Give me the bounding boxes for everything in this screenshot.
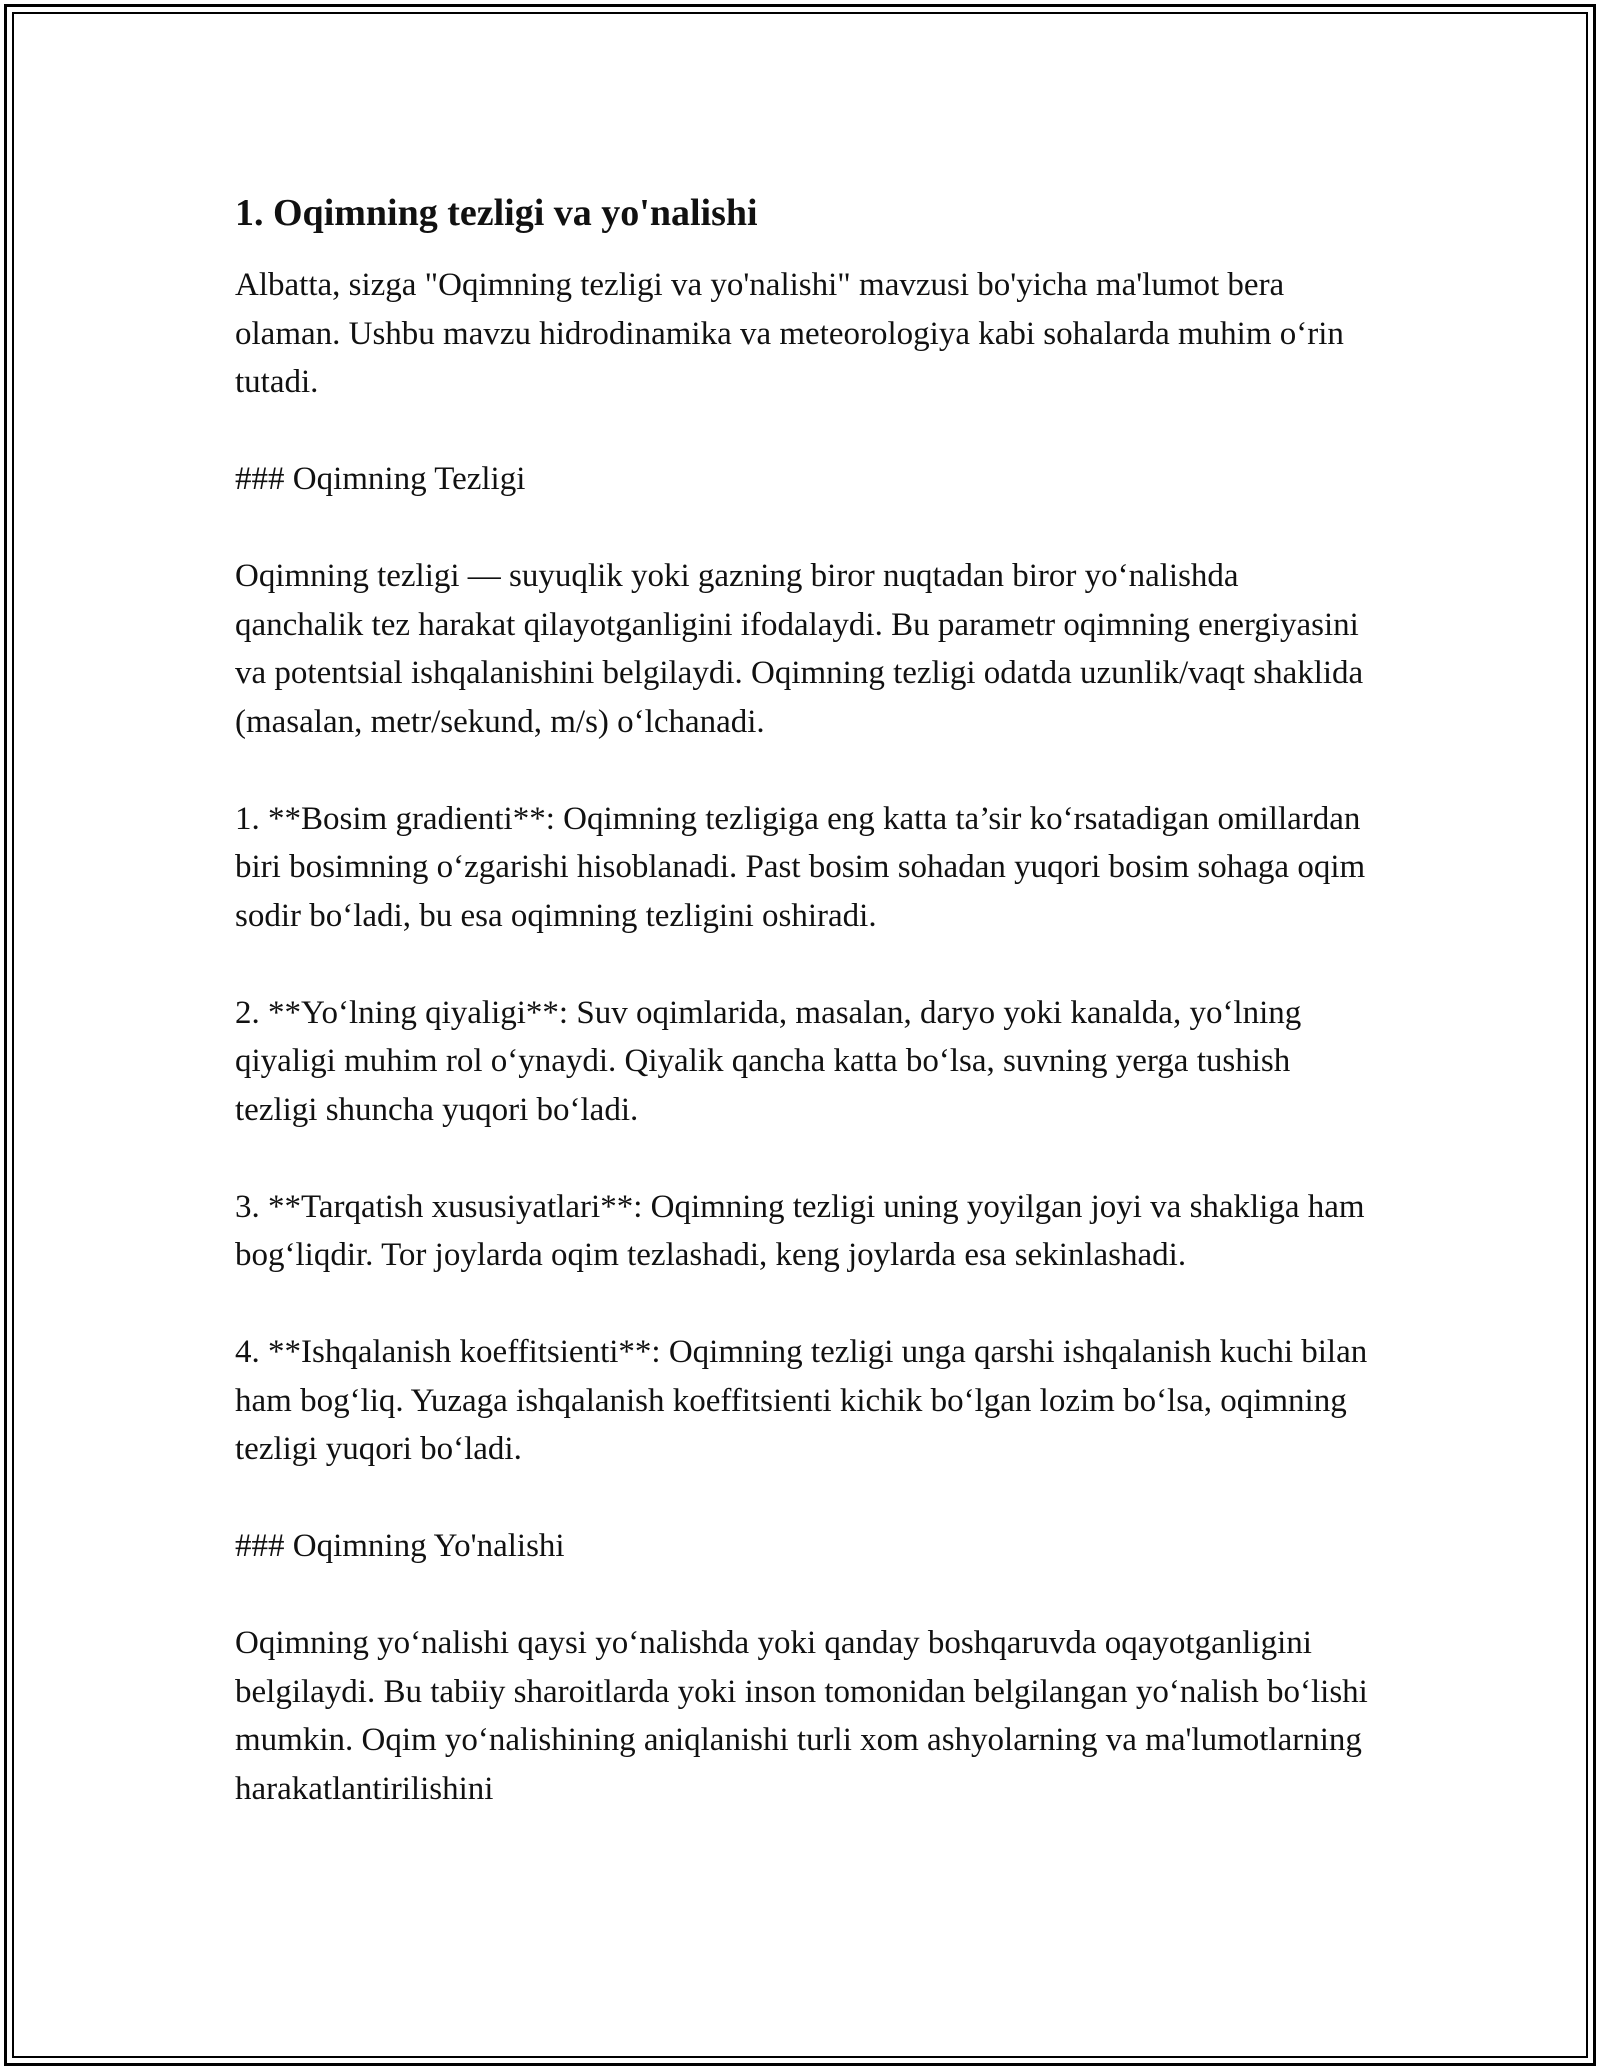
- intro-paragraph: Albatta, sizga "Oqimning tezligi va yo'nalishi" mavzusi bo'yicha ma'lumot bera olaman. Ushbu mavzu hidrodinamika va meteorologiya kabi sohalarda muhim o‘rin tutadi.: [235, 267, 1353, 400]
- tezligi-paragraph: Oqimning tezligi — suyuqlik yoki gazning biror nuqtadan biror yo‘nalishda qanchalik tez harakat qilayotganligini ifodalaydi. Bu parametr oqimning energiyasini va potentsial ishqalanishini belgilaydi. Oqimning tezligi odatda uzunlik/vaqt shaklida (masalan, metr/sekund, m/s) o‘lchanadi.: [235, 558, 1372, 740]
- section-heading-yonalishi: ### Oqimning Yo'nalishi: [235, 1528, 565, 1564]
- list-item-1: 1. **Bosim gradienti**: Oqimning tezligiga eng katta ta’sir ko‘rsatadigan omillardan biri bosimning o‘zgarishi hisoblanadi. Past bosim sohadan yuqori bosim sohaga oqim sodir bo‘ladi, bu esa oqimning tezligini oshiradi.: [235, 800, 1374, 934]
- document-title: 1. Oqimning tezligi va yo'nalishi: [235, 192, 758, 234]
- document-body: [235, 185, 1375, 1862]
- list-item-2: 2. **Yo‘lning qiyaligi**: Suv oqimlarida, masalan, daryo yoki kanalda, yo‘lning qiyaligi muhim rol o‘ynaydi. Qiyalik qancha katta bo‘lsa, suvning yerga tushish tezligi shuncha yuqori bo‘ladi.: [235, 994, 1310, 1128]
- list-item-3: 3. **Tarqatish xususiyatlari**: Oqimning tezligi uning yoyilgan joyi va shakliga ham bog‘liqdir. Tor joylarda oqim tezlashadi, keng joylarda esa sekinlashadi.: [235, 1188, 1373, 1273]
- list-item-4: 4. **Ishqalanish koeffitsienti**: Oqimning tezligi unga qarshi ishqalanish kuchi bilan ham bog‘liq. Yuzaga ishqalanish koeffitsienti kichik bo‘lgan lozim bo‘lsa, oqimning tezligi yuqori bo‘ladi.: [235, 1334, 1376, 1467]
- section-heading-tezligi: ### Oqimning Tezligi: [235, 461, 526, 497]
- yonalishi-paragraph: Oqimning yo‘nalishi qaysi yo‘nalishda yoki qanday boshqaruvda oqayotganligini belgilaydi. Bu tabiiy sharoitlarda yoki inson tomonidan belgilangan yo‘nalish bo‘lishi mumkin. Oqim yo‘nalishining aniqlanishi turli xom ashyolarning va ma'lumotlarning harakatlantirilishini: [235, 1625, 1377, 1807]
